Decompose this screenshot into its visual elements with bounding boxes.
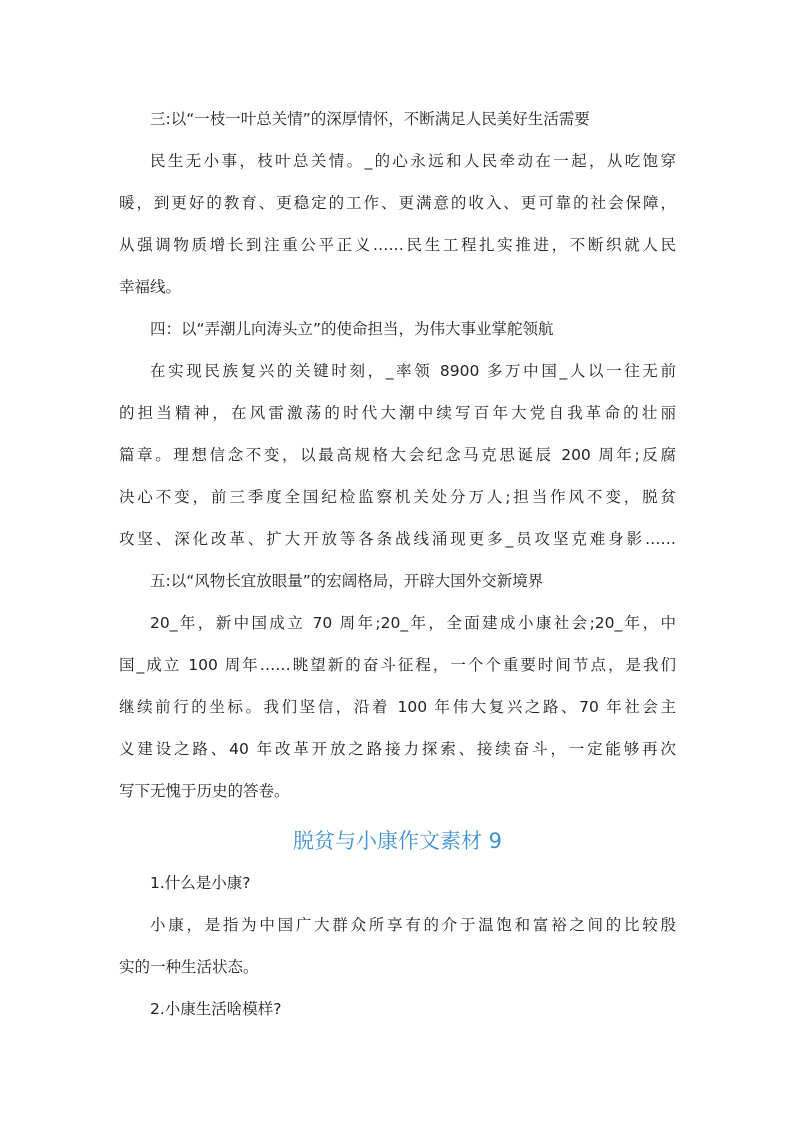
paragraph-line: 在实现民族复兴的关键时刻，_率领 8900 多万中国_人以一往无前: [150, 362, 676, 380]
paragraph-line: 篇章。理想信念不变，以最高规格大会纪念马克思诞辰 200 周年;反腐: [119, 446, 676, 464]
paragraph-line: 义建设之路、40 年改革开放之路接力探索、接续奋斗，一定能够再次: [119, 740, 676, 758]
paragraph-line: 20_年，新中国成立 70 周年;20_年，全面建成小康社会;20_年，中: [150, 614, 676, 632]
paragraph-line: 写下无愧于历史的答卷。: [119, 782, 290, 800]
section-three-heading: 三:以“一枝一叶总关情”的深厚情怀，不断满足人民美好生活需要: [150, 110, 590, 128]
paragraph-line: 实的一种生活状态。: [119, 958, 259, 976]
section-five-heading: 五:以“风物长宜放眼量”的宏阔格局，开辟大国外交新境界: [150, 572, 544, 590]
question-two: 2.小康生活啥模样?: [150, 1000, 282, 1018]
paragraph-line: 民生无小事，枝叶总关情。_的心永远和人民牵动在一起，从吃饱穿: [150, 152, 676, 170]
paragraph-line: 从强调物质增长到注重公平正义……民生工程扎实推进，不断织就人民: [119, 236, 676, 254]
paragraph-line: 小康，是指为中国广大群众所享有的介于温饱和富裕之间的比较殷: [150, 916, 676, 934]
paragraph-line: 的担当精神，在风雷激荡的时代大潮中续写百年大党自我革命的壮丽: [119, 404, 676, 422]
paragraph-line: 攻坚、深化改革、扩大开放等各条战线涌现更多_员攻坚克难身影……: [119, 530, 676, 548]
question-one: 1.什么是小康?: [150, 874, 251, 892]
section-four-heading: 四：以“弄潮儿向涛头立”的使命担当，为伟大事业掌舵领航: [150, 320, 554, 338]
paragraph-line: 继续前行的坐标。我们坚信，沿着 100 年伟大复兴之路、70 年社会主: [119, 698, 676, 716]
paragraph-line: 决心不变，前三季度全国纪检监察机关处分万人;担当作风不变，脱贫: [119, 488, 676, 506]
document-body: [119, 102, 676, 1034]
paragraph-line: 暖，到更好的教育、更稳定的工作、更满意的收入、更可靠的社会保障，: [119, 194, 676, 212]
paragraph-line: 幸福线。: [119, 278, 182, 296]
article-heading: 脱贫与小康作文素材 9: [292, 829, 503, 853]
paragraph-line: 国_成立 100 周年……眺望新的奋斗征程，一个个重要时间节点，是我们: [119, 656, 676, 674]
